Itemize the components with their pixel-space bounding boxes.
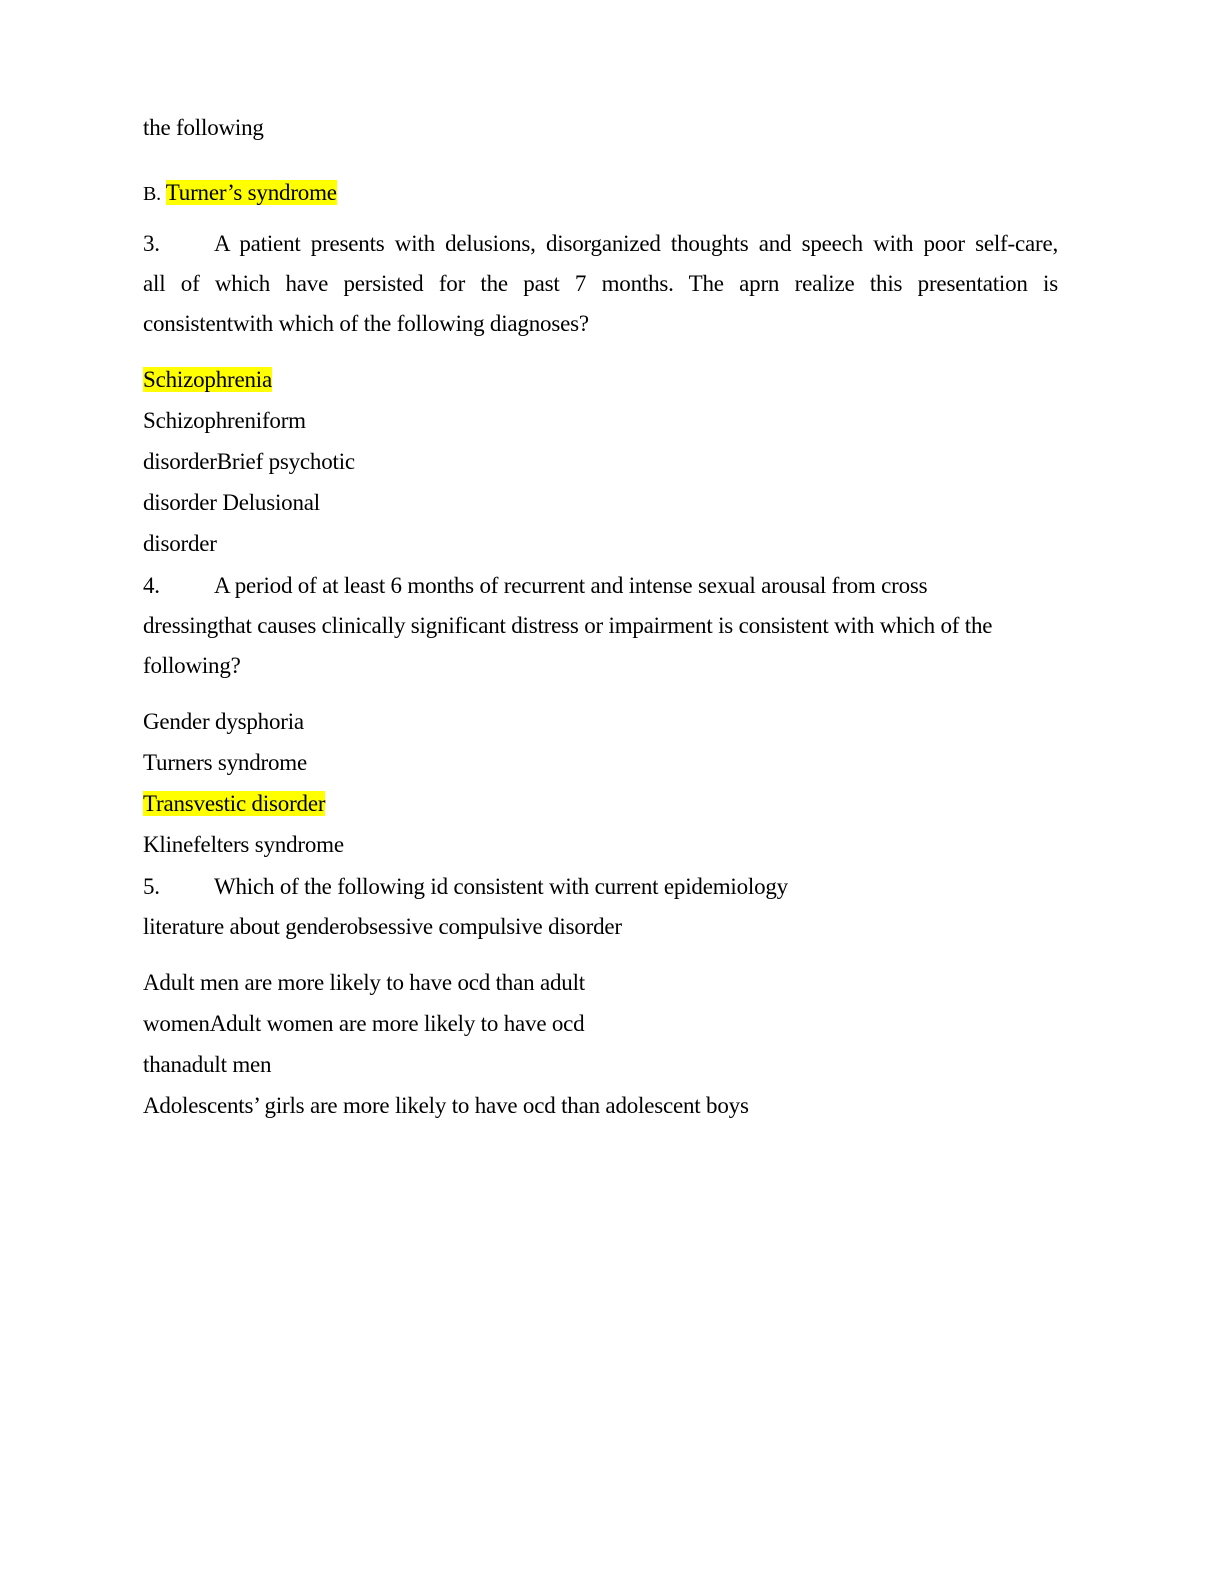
option-line [143, 749, 307, 777]
option-text: Adult men are more likely to have ocd than adult [143, 970, 585, 995]
question-text: literature about genderobsessive compulsive disorder [143, 914, 622, 939]
question-4-line-1 [143, 572, 927, 600]
question-text: A period of at least 6 months of recurrent and intense sexual arousal from cross [214, 573, 928, 598]
option-line [143, 489, 320, 517]
option-line [143, 969, 585, 997]
option-line [143, 1092, 749, 1120]
option-text: Gender dysphoria [143, 709, 304, 734]
option-line [143, 790, 325, 818]
question-3-line-1 [143, 230, 1058, 258]
question-3-line-3 [143, 310, 589, 338]
text: the following [143, 115, 264, 140]
question-text: dressingthat causes clinically significant distress or impairment is consistent with which of the [143, 613, 993, 638]
highlighted-answer: Schizophrenia [143, 367, 272, 392]
option-text: thanadult men [143, 1052, 272, 1077]
option-line [143, 708, 304, 736]
question-text: A patient presents with delusions, disorganized thoughts and speech with poor self-care, [214, 231, 1058, 256]
question-3-line-2 [143, 270, 1058, 298]
question-text: Which of the following id consistent with current epidemiology [214, 874, 788, 899]
option-line [143, 407, 306, 435]
question-5-line-1 [143, 873, 788, 901]
option-line [143, 448, 355, 476]
option-line [143, 530, 217, 558]
option-line [143, 1010, 585, 1038]
option-text: Klinefelters syndrome [143, 832, 344, 857]
option-letter: B. [143, 183, 166, 205]
option-text: Turners syndrome [143, 750, 307, 775]
question-text: following? [143, 653, 241, 678]
option-line [143, 1051, 271, 1079]
option-text: disorder Delusional [143, 490, 320, 515]
answer-line-b [143, 179, 337, 208]
highlighted-answer: Transvestic disorder [143, 791, 326, 816]
question-4-line-3 [143, 652, 241, 680]
option-line [143, 366, 272, 394]
highlighted-answer: Turner’s syndrome [165, 180, 337, 205]
option-text: womenAdult women are more likely to have ocd [143, 1011, 585, 1036]
question-4-line-2 [143, 612, 992, 640]
option-text: disorderBrief psychotic [143, 449, 355, 474]
question-number: 4. [143, 573, 160, 598]
option-text: Schizophreniform [143, 408, 306, 433]
option-text: disorder [143, 531, 217, 556]
question-number: 5. [143, 874, 160, 899]
question-text: consistentwith which of the following diagnoses? [143, 311, 589, 336]
option-text: Adolescents’ girls are more likely to have ocd than adolescent boys [143, 1093, 749, 1118]
option-line [143, 831, 344, 859]
question-number: 3. [143, 231, 160, 256]
question-5-line-2 [143, 913, 622, 941]
question-text: all of which have persisted for the past 7 months. The aprn realize this presentation is [143, 271, 1058, 296]
text-line [143, 114, 264, 142]
